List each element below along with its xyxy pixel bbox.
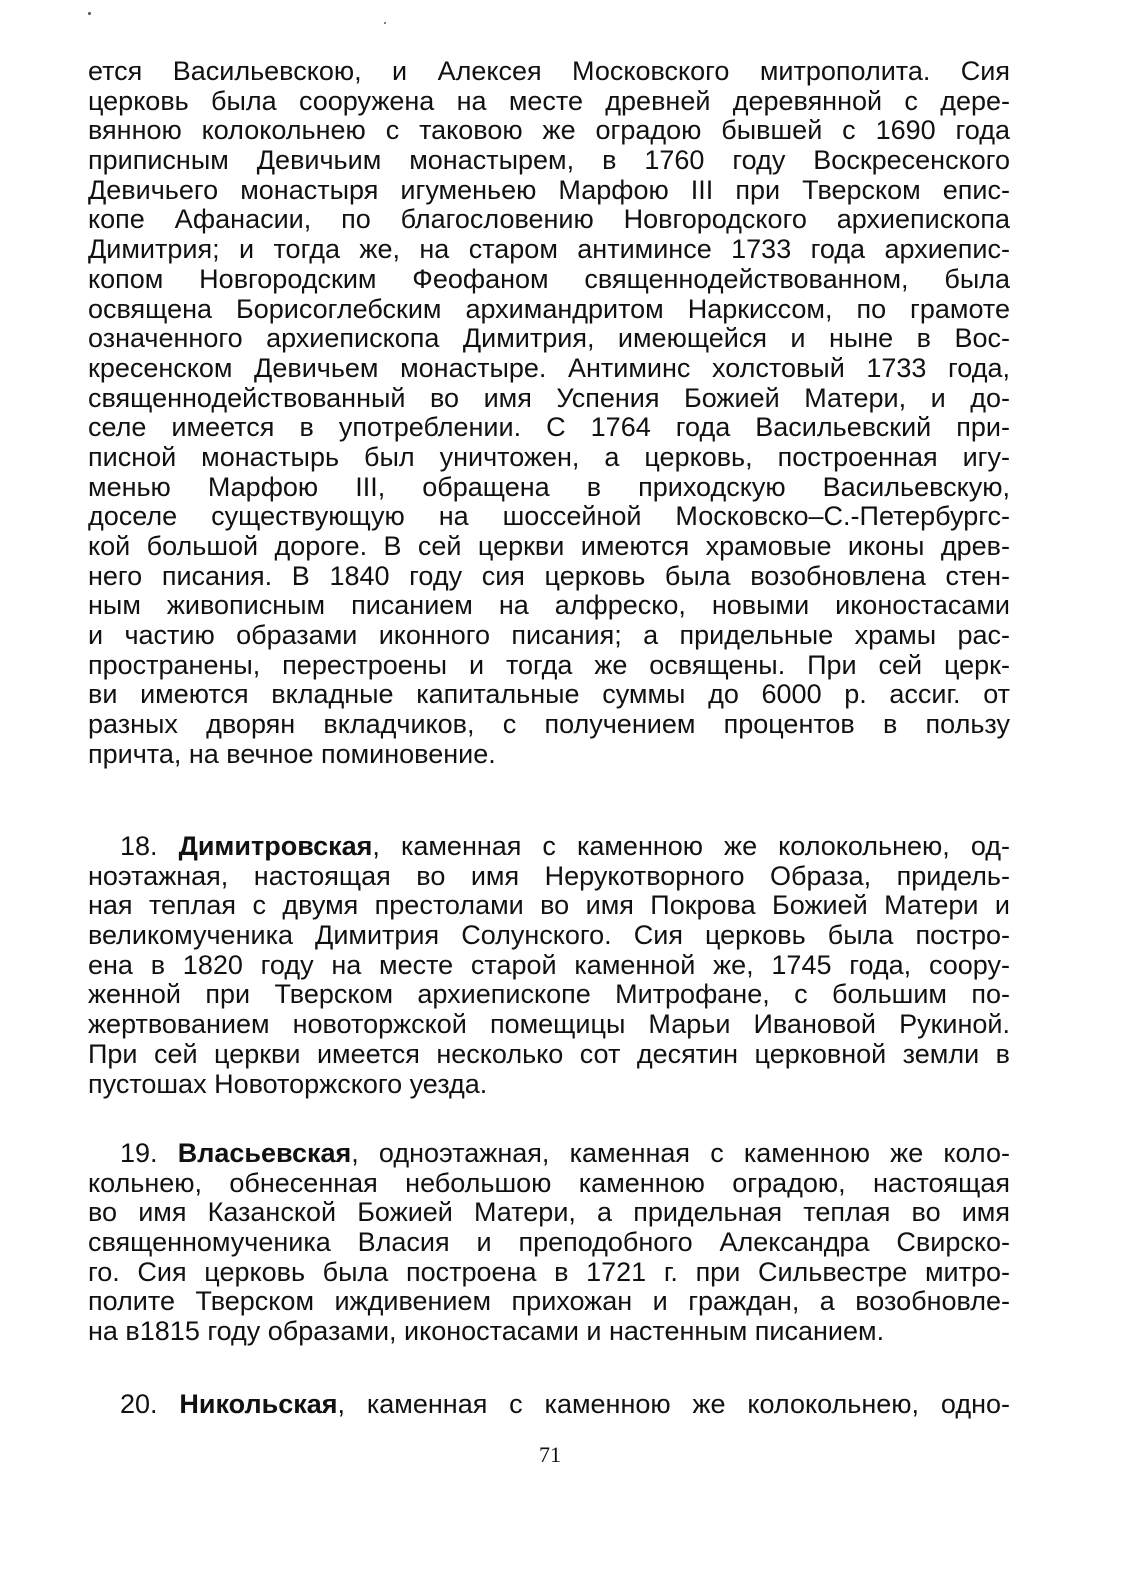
scan-speck [384,22,386,24]
text-line: причта, на вечное поминовение. [88,738,496,769]
text-line: менью Марфою III, обращена в приходскую Васильевскую, [88,471,1010,502]
text-line: церковь была сооружена на месте древней деревянной с дере- [88,85,1010,116]
paragraph-first-line [88,1139,1010,1169]
text-line: ным живописным писанием на алфреско, новыми иконостасами [88,590,1010,621]
church-name: Димитровская [178,831,373,861]
text-line: и частию образами иконного писания; а придельные храмы рас- [88,620,1010,651]
first-line-text: , одноэтажная, каменная с каменною же коло- [351,1138,1010,1168]
entry-number: 18. [120,831,158,861]
paragraph-18-dimitrovskaya [88,832,1010,1099]
text-line: во имя Казанской Божией Матери, а придельная теплая во имя [88,1197,1010,1228]
text-line: разных дворян вкладчиков, с получением процентов в пользу [88,709,1010,740]
text-line: женной при Тверском архиепископе Митрофане, с большим по- [88,979,1010,1010]
text-line: на в1815 году образами, иконостасами и настенным писанием. [88,1316,885,1347]
text-line: го. Сия церковь была построена в 1721 г. при Сильвестре митро- [88,1256,1010,1287]
text-line: великомученика Димитрия Солунского. Сия церковь была постро- [88,920,1010,951]
text-line: ноэтажная, настоящая во имя Нерукотворного Образа, придель- [88,860,1010,891]
paragraph-20-nikolskaya [88,1390,1010,1420]
page-number: 71 [539,1442,561,1467]
text-line: пустошах Новоторжского уезда. [88,1068,488,1099]
paragraph-first-line [88,832,1010,862]
text-line: жертвованием новоторжской помещицы Марьи Ивановой Рукиной. [88,1009,1010,1040]
text-line: кресенском Девичьем монастыре. Антиминс холстовый 1733 года, [88,352,1010,383]
text-line: освящена Борисоглебским архимандритом Наркиссом, по грамоте [88,293,1010,324]
text-line: селе имеется в употреблении. С 1764 года Васильевский при- [88,412,1010,443]
text-line: При сей церкви имеется несколько сот десятин церковной земли в [88,1038,1010,1069]
text-line: ена в 1820 году на месте старой каменной же, 1745 года, соору- [88,949,1010,980]
entry-number: 20. [120,1389,158,1419]
paragraph-continuation [88,57,1010,770]
church-name: Никольская [179,1389,338,1419]
text-line: ется Васильевскою, и Алексея Московского митрополита. Сия [88,56,1010,86]
text-line: него писания. В 1840 году сия церковь была возобновлена стен- [88,560,1010,591]
text-line: доселе существующую на шоссейной Московско–С.-Петербургс- [88,501,1010,532]
first-line-text: , каменная с каменною же колокольнею, одно- [337,1389,1010,1419]
text-line: кольнею, обнесенная небольшою каменною оградою, настоящая [88,1167,1010,1198]
text-line: копе Афанасии, по благословению Новгородского архиепископа [88,204,1010,235]
text-line: означенного архиепископа Димитрия, имеющейся и ныне в Вос- [88,323,1010,354]
text-line: пространены, перестроены и тогда же освящены. При сей церк- [88,649,1010,680]
text-line: писной монастырь был уничтожен, а церковь, построенная игу- [88,441,1010,472]
text-line: священномученика Власия и преподобного Александра Свирско- [88,1227,1010,1258]
text-line: полите Тверском иждивением прихожан и граждан, а возобновле- [88,1286,1010,1317]
text-line: копом Новгородским Феофаном священнодействованном, была [88,263,1010,294]
text-line: ви имеются вкладные капитальные суммы до 6000 р. ассиг. от [88,679,1010,710]
paragraph-19-vlasyevskaya [88,1139,1010,1347]
text-line: Девичьего монастыря игуменьею Марфою III при Тверском епис- [88,174,1010,205]
text-line: священнодействованный во имя Успения Божией Матери, и до- [88,382,1010,413]
church-name: Власьевская [177,1138,352,1168]
entry-number: 19. [120,1138,158,1168]
first-line-text: , каменная с каменною же колокольнею, од- [372,831,1010,861]
paragraph-first-line [88,1390,1010,1420]
text-line: Димитрия; и тогда же, на старом антиминсе 1733 года архиепис- [88,234,1010,265]
text-line: кой большой дороге. В сей церкви имеются храмовые иконы древ- [88,531,1010,561]
scan-speck [88,12,91,15]
text-line: приписным Девичьим монастырем, в 1760 году Воскресенского [88,145,1010,176]
text-line: вянною колокольнею с таковою же оградою бывшей с 1690 года [88,115,1010,146]
text-line: ная теплая с двумя престолами во имя Покрова Божией Матери и [88,890,1010,921]
